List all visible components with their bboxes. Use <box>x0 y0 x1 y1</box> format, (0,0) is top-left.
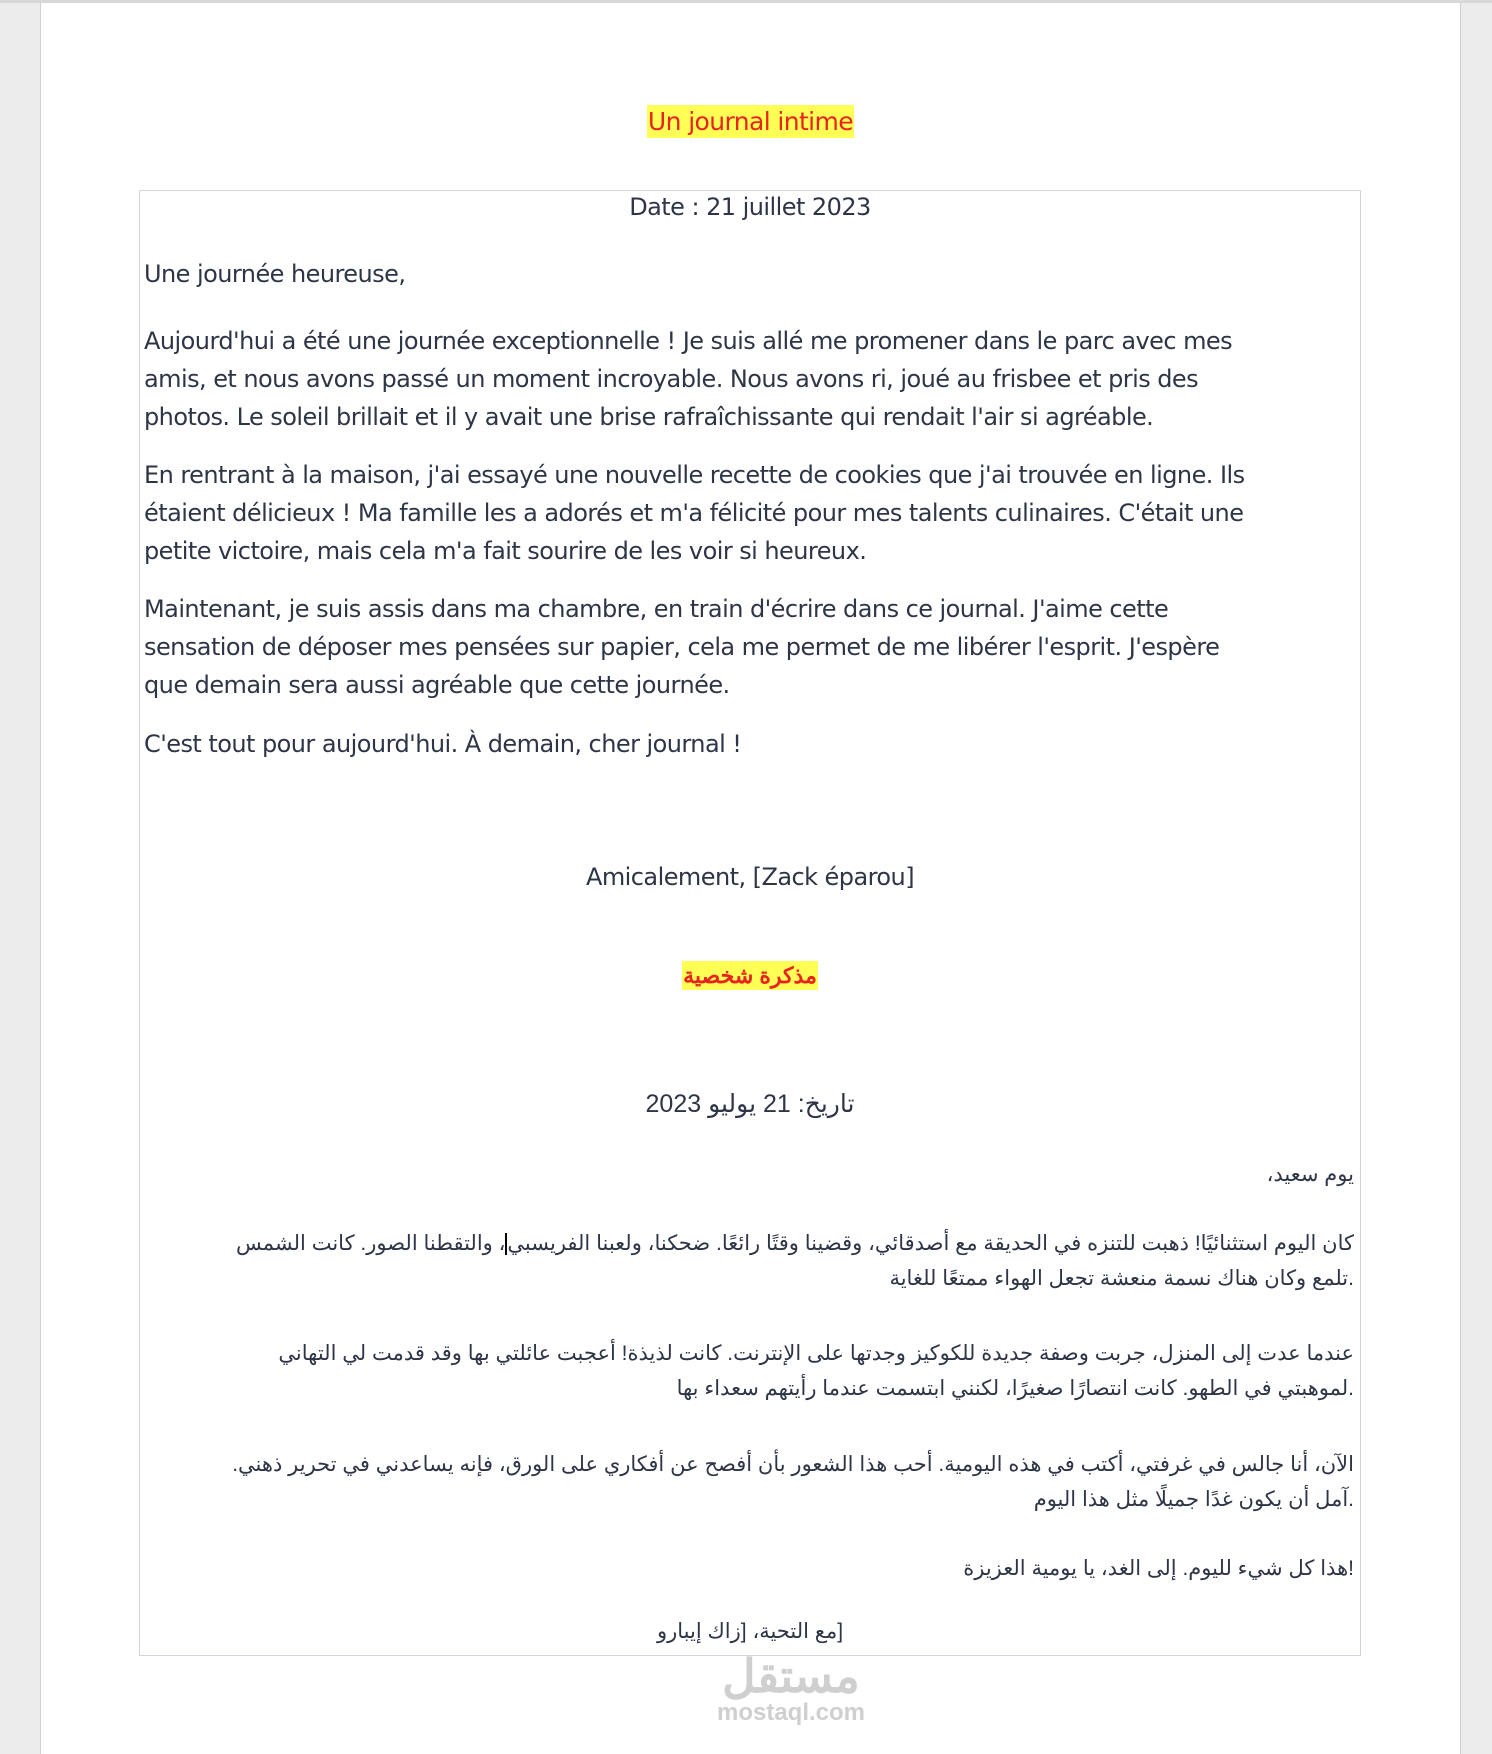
text-line: En rentrant à la maison, j'ai essayé une nouvelle recette de cookies que j'ai trouvée en ligne. Ils <box>144 461 1245 489</box>
text-frame[interactable] <box>139 190 1361 1656</box>
arabic-paragraph-2 <box>154 1336 1354 1406</box>
french-date: Date : 21 juillet 2023 <box>629 193 871 221</box>
text-line: كان اليوم استثنائيًا! ذهبت للتنزه في الحديقة مع أصدقائي، وقضينا وقتًا رائعًا. ضحكنا، ولعبنا الفريسبي، والتقطنا الصور. كانت الشمس <box>235 1232 1354 1255</box>
text-line: petite victoire, mais cela m'a fait sourire de les voir si heureux. <box>144 537 867 565</box>
text-line: الآن، أنا جالس في غرفتي، أكتب في هذه اليومية. أحب هذا الشعور بأن أفصح عن أفكاري على الورق، فإنه يساعدني في تحرير ذهني. <box>232 1453 1354 1476</box>
watermark-url: mostaql.com <box>716 1699 866 1726</box>
text-line: .تلمع وكان هناك نسمة منعشة تجعل الهواء ممتعًا للغاية <box>889 1267 1354 1290</box>
text-line: Maintenant, je suis assis dans ma chambre, en train d'écrire dans ce journal. J'aime cette <box>144 595 1169 623</box>
french-greeting: Une journée heureuse, <box>144 260 406 288</box>
mostaql-watermark <box>681 1650 901 1727</box>
french-paragraph-3 <box>144 590 1344 704</box>
watermark-logo: مستقل <box>722 1650 860 1702</box>
arabic-paragraph-3 <box>154 1447 1354 1517</box>
arabic-title-text: مذكرة شخصية <box>683 963 817 988</box>
french-title <box>41 107 1460 136</box>
french-paragraph-2 <box>144 456 1344 570</box>
arabic-closing: !هذا كل شيء لليوم. إلى الغد، يا يومية العزيزة <box>963 1557 1354 1580</box>
arabic-signature: [مع التحية، [زاك إيبارو <box>656 1620 844 1643</box>
french-closing: C'est tout pour aujourd'hui. À demain, cher journal ! <box>144 730 742 758</box>
text-line: Aujourd'hui a été une journée exceptionnelle ! Je suis allé me promener dans le parc avec mes <box>144 327 1233 355</box>
text-line: sensation de déposer mes pensées sur papier, cela me permet de me libérer l'esprit. J'espère <box>144 633 1220 661</box>
french-title-text: Un journal intime <box>647 107 854 136</box>
text-line: .آمل أن يكون غدًا جميلًا مثل هذا اليوم <box>1033 1488 1354 1511</box>
arabic-title <box>140 963 1360 989</box>
arabic-paragraph-1 <box>154 1226 1354 1296</box>
arabic-date: تاريخ: 21 يوليو 2023 <box>645 1090 855 1118</box>
french-paragraph-1 <box>144 322 1344 436</box>
document-page[interactable] <box>40 3 1461 1754</box>
text-line: étaient délicieux ! Ma famille les a adorés et m'a félicité pour mes talents culinaires. C'était une <box>144 499 1244 527</box>
text-line: عندما عدت إلى المنزل، جربت وصفة جديدة للكوكيز وجدتها على الإنترنت. كانت لذيذة! أعجبت عائلتي بها وقد قدمت لي التهاني <box>278 1342 1354 1365</box>
text-line: photos. Le soleil brillait et il y avait une brise rafraîchissante qui rendait l'air si agréable. <box>144 403 1154 431</box>
text-line: .لموهبتي في الطهو. كانت انتصارًا صغيرًا، لكنني ابتسمت عندما رأيتهم سعداء بها <box>676 1377 1354 1400</box>
arabic-greeting: يوم سعيد، <box>1266 1163 1354 1186</box>
text-line: amis, et nous avons passé un moment incroyable. Nous avons ri, joué au frisbee et pris des <box>144 365 1199 393</box>
french-signature: Amicalement, [Zack éparou] <box>585 863 915 891</box>
text-line: que demain sera aussi agréable que cette journée. <box>144 671 730 699</box>
